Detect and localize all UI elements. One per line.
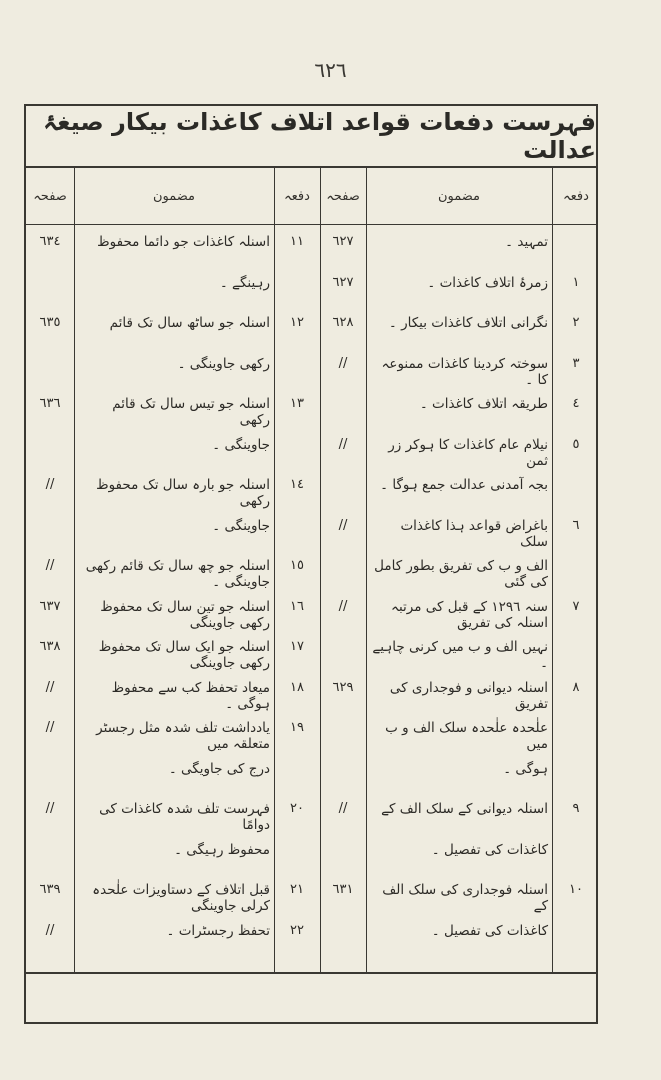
right-row-subject: طریقہ اتلاف کاغذات ۔ — [419, 396, 548, 412]
left-row-subject: رکھی جاوینگی ۔ — [177, 355, 270, 372]
left-row-dafa: ٢١ — [290, 882, 304, 897]
header-divider — [26, 224, 596, 225]
left-row-safha: ٦٣٧ — [39, 598, 61, 614]
column-divider — [320, 168, 321, 972]
left-row-subject: جاوینگی ۔ — [212, 517, 270, 534]
left-row-dafa: ١٧ — [290, 639, 304, 654]
left-row-subject: میعاد تحفظ کب سے محفوظ ہوگی ۔ — [111, 679, 270, 712]
table-title: فہرست دفعات قواعد اتلاف کاغذات بیکار صیغۂ عدالت — [26, 106, 596, 168]
footer-rule — [26, 972, 596, 974]
right-row-subject: کاغذات کی تفصیل ۔ — [431, 922, 548, 939]
right-row-dafa: ٥ — [572, 436, 580, 452]
left-row-subject: قبل اتلاف کے دستاویزات علٰحدہ کرلی جاوینگی — [92, 882, 270, 915]
right-row-subject: تمہید ۔ — [505, 234, 548, 250]
right-row-subject: زمرۂ اتلاف کاغذات ۔ — [427, 274, 548, 291]
right-row-safha: ٦٢٨ — [332, 315, 354, 330]
left-row-subject: تحفظ رجسٹرات ۔ — [166, 922, 270, 939]
left-row-subject: اسنلہ جو ایک سال تک محفوظ رکھی جاوینگی — [98, 639, 270, 672]
left-row-dafa: ١١ — [290, 234, 304, 249]
left-row-dafa: ١٤ — [290, 477, 304, 492]
left-row-safha: // — [45, 477, 55, 492]
header-safha-right: صفحہ — [326, 188, 360, 204]
left-row-safha: // — [45, 679, 55, 695]
right-row-safha: ٦٣١ — [332, 882, 354, 897]
right-row-subject: نگرانی اتلاف کاغذات بیکار ۔ — [388, 315, 548, 331]
left-row-safha: // — [45, 801, 55, 816]
left-row-safha: ٦٣٨ — [39, 639, 61, 654]
right-row-subject: باغراض قواعد ہذا کاغذات سلک — [400, 517, 548, 550]
left-row-safha: ٦٣٤ — [39, 234, 61, 249]
left-row-subject: جاوینگی ۔ — [212, 436, 270, 453]
right-row-subject: الف و ب کی تفریق بطور کامل کی گئی — [374, 558, 548, 591]
right-row-subject: نہیں الف و ب میں کرنی چاہیے ۔ — [372, 639, 548, 672]
right-row-safha: ٦٢٧ — [332, 274, 354, 290]
right-row-safha: ٦٢٧ — [332, 234, 354, 249]
right-row-subject: اسنلہ دیوانی کے سلک الف کے — [381, 801, 548, 817]
left-row-subject: اسنلہ کاغذات جو دائما محفوظ — [97, 234, 270, 250]
left-row-safha: // — [45, 558, 55, 573]
column-divider — [366, 168, 367, 972]
left-row-safha: ٦٣٥ — [39, 315, 61, 330]
left-row-safha: // — [45, 720, 55, 735]
right-row-safha: // — [338, 355, 348, 371]
column-divider — [552, 168, 553, 972]
column-divider — [74, 168, 75, 972]
right-row-subject: سوختہ کردینا کاغذات ممنوعہ کا ۔ — [381, 355, 548, 388]
left-row-dafa: ١٩ — [290, 720, 304, 735]
right-row-dafa: ٤ — [572, 396, 580, 411]
right-row-subject: سنہ ١٢٩٦ کے قبل کی مرتبہ اسنلہ کی تفریق — [391, 598, 548, 631]
right-row-safha: // — [338, 801, 348, 816]
left-row-subject: اسنلہ جو تین سال تک محفوظ رکھی جاوینگی — [100, 598, 270, 631]
header-safha-left: صفحہ — [33, 188, 67, 204]
left-row-dafa: ١٦ — [290, 598, 304, 614]
right-row-safha: // — [338, 598, 348, 614]
right-row-subject: کاغذات کی تفصیل ۔ — [431, 841, 548, 858]
right-row-subject: ہوگی ۔ — [503, 760, 548, 777]
left-row-subject: اسنلہ جو چھ سال تک قائم رکھی جاوینگی ۔ — [85, 558, 270, 591]
left-row-subject: اسنلہ جو تیس سال تک قائم رکھی — [112, 396, 270, 429]
left-row-dafa: ٢٢ — [290, 922, 304, 938]
left-row-subject: محفوظ رہیگی ۔ — [174, 841, 270, 858]
right-row-dafa: ٦ — [572, 517, 580, 533]
right-row-subject: اسنلہ فوجداری کی سلک الف کے — [382, 882, 548, 915]
header-mazmoon-right: مضمون — [438, 188, 481, 204]
left-row-subject: فہرست تلف شدہ کاغذات کی دوامًا — [99, 801, 270, 834]
right-row-safha: // — [338, 517, 348, 533]
left-row-dafa: ١٨ — [290, 679, 304, 695]
right-row-subject: نیلام عام کاغذات کا ہوکر زر ثمن — [388, 436, 548, 469]
header-dafa-left: دفعہ — [284, 188, 310, 204]
right-row-dafa: ٢ — [572, 315, 580, 330]
right-row-safha: // — [338, 436, 348, 452]
left-row-safha: // — [45, 922, 55, 938]
page-number: ٦٢٦ — [314, 58, 347, 82]
right-row-dafa: ٧ — [572, 598, 580, 614]
left-row-dafa: ١٥ — [290, 558, 304, 573]
index-table — [24, 104, 598, 1024]
left-row-subject: اسنلہ جو ساٹھ سال تک قائم — [109, 315, 270, 331]
right-row-subject: علٰحدہ علٰحدہ سلک الف و ب میں — [385, 720, 548, 753]
right-row-subject: اسنلہ دیوانی و فوجداری کی تفریق — [389, 679, 548, 712]
right-row-dafa: ٨ — [572, 679, 580, 695]
right-row-dafa: ١ — [572, 274, 580, 290]
header-dafa-right: دفعہ — [563, 188, 589, 204]
right-row-safha: ٦٢٩ — [332, 679, 354, 695]
header-mazmoon-left: مضمون — [153, 188, 196, 204]
left-row-subject: اسنلہ جو بارہ سال تک محفوظ رکھی — [96, 477, 270, 510]
right-row-dafa: ٣ — [572, 355, 580, 371]
right-row-dafa: ١٠ — [569, 882, 583, 897]
right-row-dafa: ٩ — [572, 801, 580, 816]
left-row-safha: ٦٣٦ — [39, 396, 61, 411]
left-row-dafa: ٢٠ — [290, 801, 304, 816]
left-row-dafa: ١٢ — [290, 315, 304, 330]
right-row-subject: بجہ آمدنی عدالت جمع ہوگا ۔ — [380, 477, 548, 493]
left-row-subject: درج کی جاویگی ۔ — [168, 760, 270, 777]
left-row-dafa: ١٣ — [290, 396, 304, 411]
left-row-subject: یادداشت تلف شدہ مثل رجسٹر متعلقہ میں — [96, 720, 270, 753]
left-row-subject: رہینگے ۔ — [219, 274, 270, 291]
left-row-safha: ٦٣٩ — [39, 882, 61, 897]
column-divider — [274, 168, 275, 972]
